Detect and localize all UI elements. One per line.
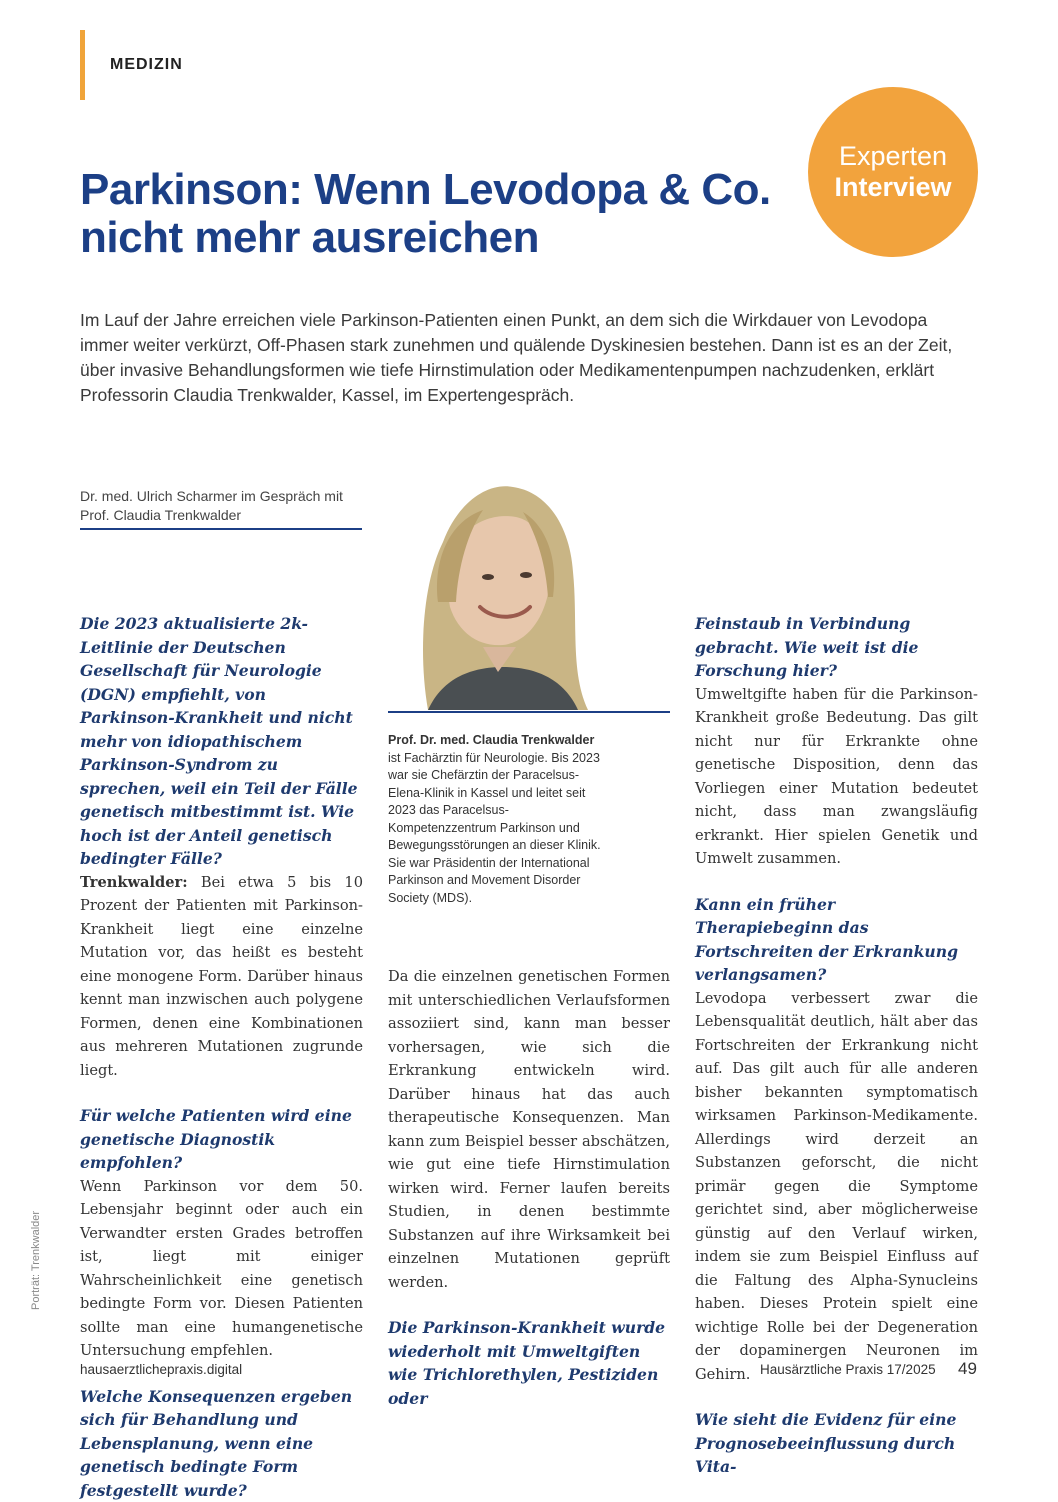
- experten-interview-badge: [808, 87, 978, 257]
- question-4: Die Parkinson-Krankheit wurde wiederholt mit Umweltgiften wie Trichlorethylen, Pestiziden oder: [388, 1316, 670, 1410]
- answer-5: Levodopa verbessert zwar die Lebensqualität deutlich, hält aber das Fortschreiten der Erkrankung nicht auf. Das gilt auch für alle anderen bisher bekannten symptomatisch wirksamen Parkinson-Medikamente. Allerdings wird derzeit an Substanzen geforscht, die nicht primär gegen die Symptome gerichtet sind, aber möglicherweise günstig auf den Verlauf wirken, indem sie zum Beispiel Einfluss auf die Faltung des Alpha-Synucleins haben. Dieses Protein spielt eine wichtige Rolle bei der Degeneration der dopaminergen Neuronen im Gehirn.: [695, 987, 978, 1387]
- question-3: Welche Konsequenzen ergeben sich für Behandlung und Lebensplanung, wenn eine genetisch bedingte Form festgestellt wurde?: [80, 1385, 363, 1502]
- answer-2: Wenn Parkinson vor dem 50. Lebensjahr beginnt oder auch ein Verwandter ersten Grades betroffen ist, liegt mit einiger Wahrscheinlichkeit eine genetisch bedingte Form vor. Diesen Patienten sollte man eine humangenetische Untersuchung empfehlen.: [80, 1175, 363, 1363]
- footer-url: hausaerztlichepraxis.digital: [80, 1362, 242, 1377]
- answer-1: [80, 871, 363, 1083]
- photo-credit: Porträt: Trenkwalder: [30, 1211, 42, 1310]
- text-column-3: [695, 612, 978, 1479]
- speaker-name: Trenkwalder:: [80, 874, 188, 891]
- answer-1-text: Bei etwa 5 bis 10 Prozent der Patienten mit Parkinson-Krankheit liegt eine einzelne Mutation vor, das heißt es besteht eine monogene Form. Darüber hinaus kennt man inzwischen auch polygene Formen, denen eine Kombinationen aus mehreren Mutationen zugrunde liegt.: [80, 874, 363, 1079]
- portrait-photo: [388, 472, 595, 710]
- question-4-continued: Feinstaub in Verbindung gebracht. Wie weit ist die Forschung hier?: [695, 612, 978, 683]
- question-5: Kann ein früher Therapiebeginn das Fortschreiten der Erkrankung verlangsamen?: [695, 893, 978, 987]
- byline-divider: [80, 528, 362, 530]
- page-number: 49: [958, 1359, 977, 1379]
- question-6: Wie sieht die Evidenz für eine Prognosebeeinflussung durch Vita-: [695, 1408, 978, 1479]
- caption-text: ist Fachärztin für Neurologie. Bis 2023 war sie Chefärztin der Paracelsus-Elena-Klinik in Kassel und leitet seit 2023 das Paracelsus-Kompetenzzentrum Parkinson und Bewegungsstörungen an dieser Klinik. Sie war Präsidentin der International Parkinson and Movement Disorder Society (MDS).: [388, 750, 613, 908]
- article-lead: Im Lauf der Jahre erreichen viele Parkinson-Patienten einen Punkt, an dem sich die Wirkdauer von Levodopa immer weiter verkürzt, Off-Phasen stark zunehmen und quälende Dyskinesien bestehen. Dann ist es an der Zeit, über invasive Behandlungsformen wie tiefe Hirnstimulation oder Medikamentenpumpen nachzudenken, erklärt Professorin Claudia Trenkwalder, Kassel, im Expertengespräch.: [80, 308, 975, 408]
- badge-line-1: Experten: [839, 141, 947, 172]
- caption-name: Prof. Dr. med. Claudia Trenkwalder: [388, 732, 613, 750]
- article-title: Parkinson: Wenn Levodopa & Co. nicht mehr ausreichen: [80, 166, 810, 262]
- section-accent-bar: [80, 30, 85, 100]
- byline: Dr. med. Ulrich Scharmer im Gespräch mit Prof. Claudia Trenkwalder: [80, 487, 362, 525]
- footer-publication: Hausärztliche Praxis 17/2025: [760, 1362, 936, 1377]
- portrait-caption: [388, 732, 613, 907]
- text-column-2: [388, 965, 670, 1410]
- badge-line-2: Interview: [834, 172, 951, 203]
- answer-3: Da die einzelnen genetischen Formen mit unterschiedlichen Verlaufsformen assoziiert sind, kann man besser vorhersagen, wie sich die Erkrankung entwickeln wird. Darüber hinaus hat das auch therapeutische Konsequenzen. Man kann zum Beispiel besser abschätzen, wie gut eine tiefe Hirnstimulation wirken wird. Ferner laufen bereits Studien, in denen bestimmte Substanzen auf ihre Wirksamkeit bei einzelnen Mutationen geprüft werden.: [388, 965, 670, 1294]
- photo-divider: [388, 711, 670, 713]
- question-1: Die 2023 aktualisierte 2k-Leitlinie der Deutschen Gesellschaft für Neurologie (DGN) empfiehlt, von Parkinson-Krankheit und nicht mehr von idiopathischem Parkinson-Syndrom zu sprechen, weil ein Teil der Fälle genetisch mitbestimmt ist. Wie hoch ist der Anteil genetisch bedingter Fälle?: [80, 612, 363, 871]
- section-label: MEDIZIN: [110, 56, 183, 74]
- answer-4: Umweltgifte haben für die Parkinson-Krankheit große Bedeutung. Das gilt nicht nur für Erkrankte ohne genetische Disposition, denn das Vorliegen einer Mutation bedeutet nicht, dass man zwangsläufig erkrankt. Hier spielen Genetik und Umwelt zusammen.: [695, 683, 978, 871]
- question-2: Für welche Patienten wird eine genetische Diagnostik empfohlen?: [80, 1104, 363, 1175]
